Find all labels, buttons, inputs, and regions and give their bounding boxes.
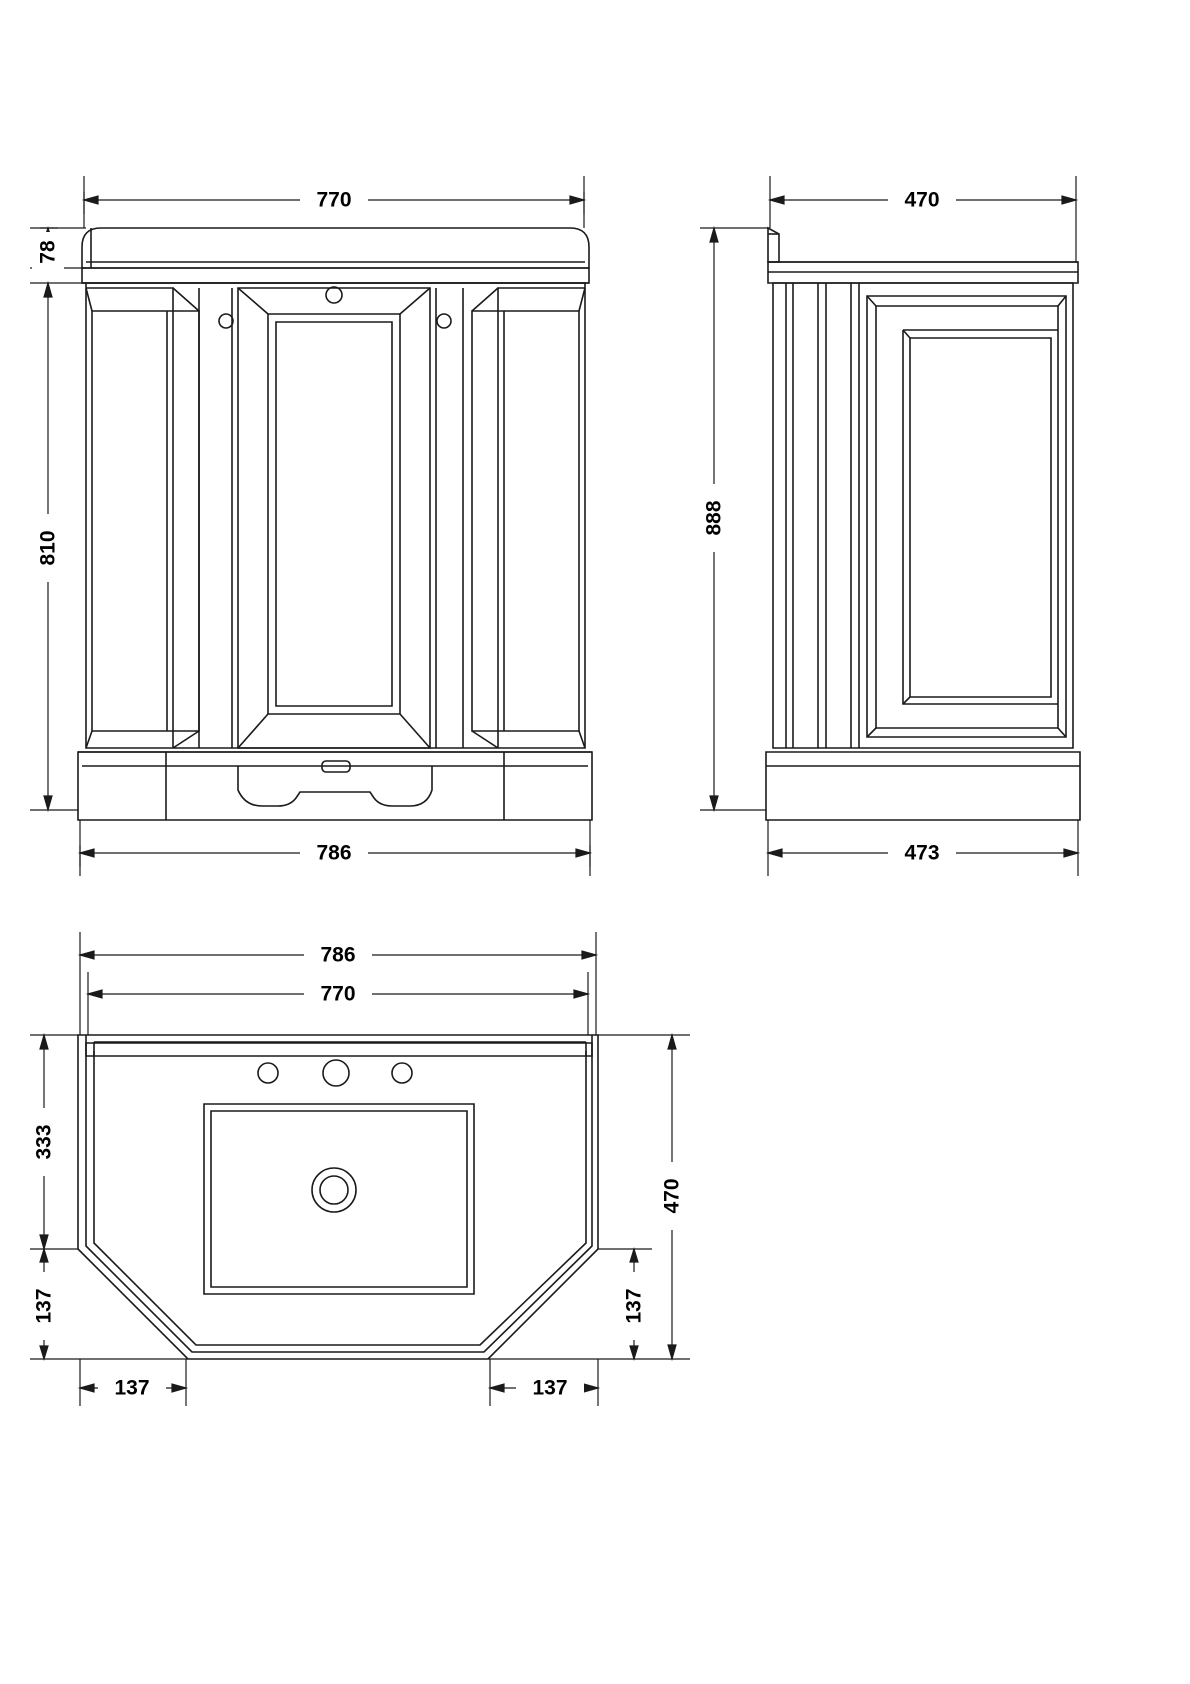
dim-front-width-base: 786 xyxy=(316,841,352,865)
dim-side-depth-base: 473 xyxy=(904,841,940,865)
dim-plan-chamfer-left-horizontal: 137 xyxy=(114,1376,150,1400)
dim-plan-chamfer-left-vertical: 137 xyxy=(32,1288,56,1324)
dim-front-counter-thickness: 78 xyxy=(36,240,60,264)
dim-plan-depth-straight-left: 333 xyxy=(32,1124,56,1160)
dim-front-height: 810 xyxy=(36,530,60,566)
dim-plan-chamfer-right-vertical: 137 xyxy=(622,1288,646,1324)
side-elevation-view xyxy=(766,228,1080,820)
dim-side-height: 888 xyxy=(702,500,726,536)
dimension-lines xyxy=(30,176,1078,1406)
plan-view xyxy=(78,1035,598,1359)
front-elevation-view xyxy=(78,228,592,820)
dim-plan-depth-total: 470 xyxy=(660,1178,684,1214)
dim-plan-chamfer-right-horizontal: 137 xyxy=(532,1376,568,1400)
dim-plan-width-inner: 770 xyxy=(320,982,356,1006)
dim-plan-width-outer: 786 xyxy=(320,943,356,967)
dim-side-depth-top: 470 xyxy=(904,188,940,212)
dim-front-width-top: 770 xyxy=(316,188,352,212)
